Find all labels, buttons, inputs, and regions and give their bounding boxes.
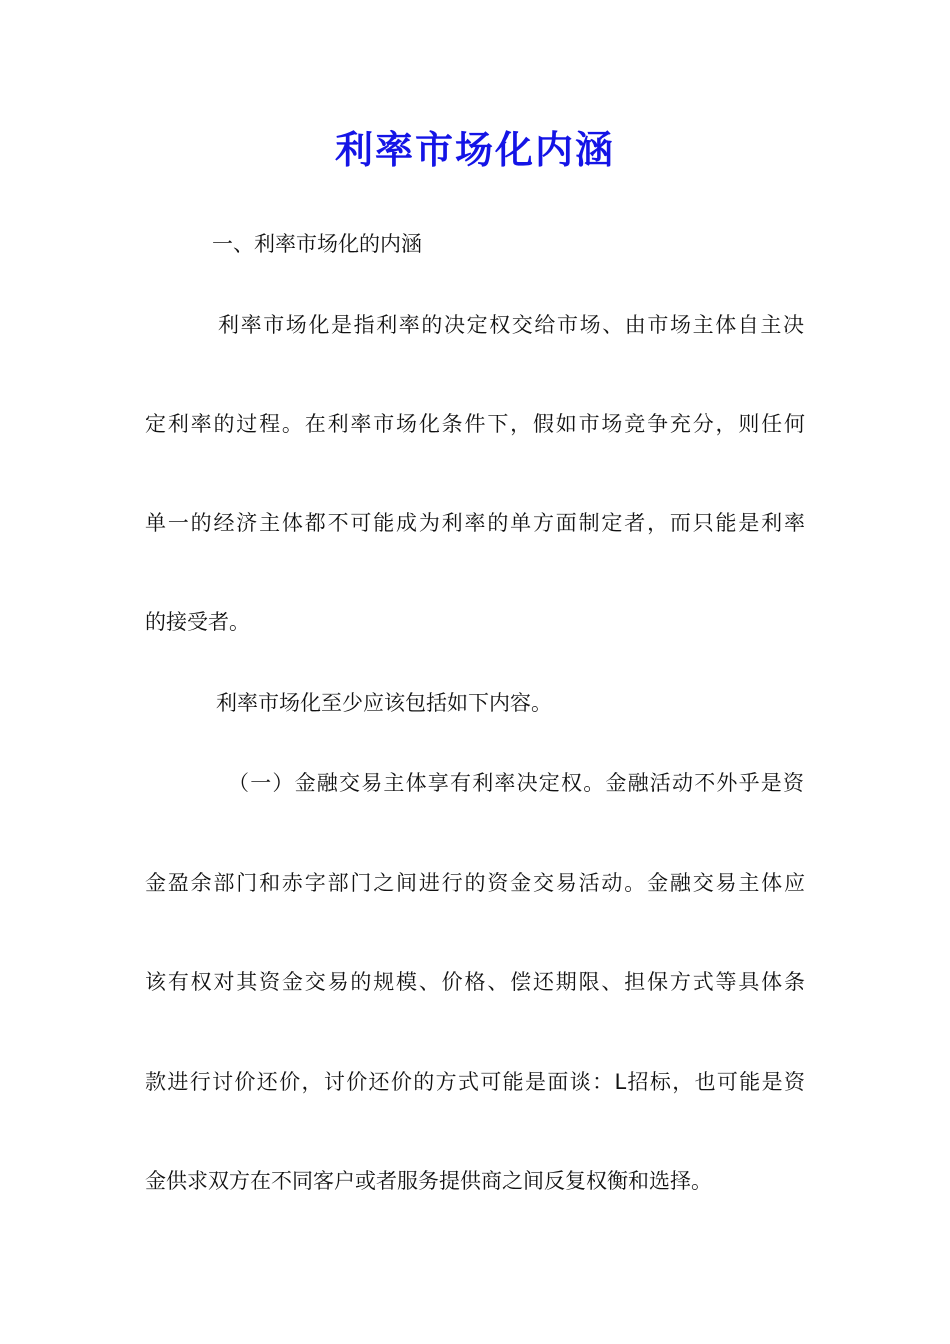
paragraph-1-line-2: 定利率的过程。在利率市场化条件下，假如市场竞争充分，则任何: [145, 412, 805, 436]
paragraph-1-line-3: 单一的经济主体都不可能成为利率的单方面制定者，而只能是利率: [145, 511, 805, 535]
paragraph-3-line-1: （一）金融交易主体享有利率决定权。金融活动不外乎是资: [228, 771, 804, 795]
paragraph-2: 利率市场化至少应该包括如下内容。: [216, 691, 552, 715]
paragraph-1-line-4: 的接受者。: [145, 610, 250, 634]
document-title: 利率市场化内涵: [334, 127, 615, 172]
paragraph-3-line-5: 金供求双方在不同客户或者服务提供商之间反复权衡和选择。: [145, 1169, 712, 1193]
paragraph-1-line-1: 利率市场化是指利率的决定权交给市场、由市场主体自主决: [218, 313, 804, 337]
paragraph-3-line-3: 该有权对其资金交易的规模、价格、偿还期限、担保方式等具体条: [145, 970, 805, 994]
section-heading: 一、利率市场化的内涵: [212, 232, 422, 256]
paragraph-3-line-2: 金盈余部门和赤字部门之间进行的资金交易活动。金融交易主体应: [145, 871, 805, 895]
paragraph-3-line-4: 款进行讨价还价，讨价还价的方式可能是面谈：L招标，也可能是资: [145, 1070, 805, 1094]
